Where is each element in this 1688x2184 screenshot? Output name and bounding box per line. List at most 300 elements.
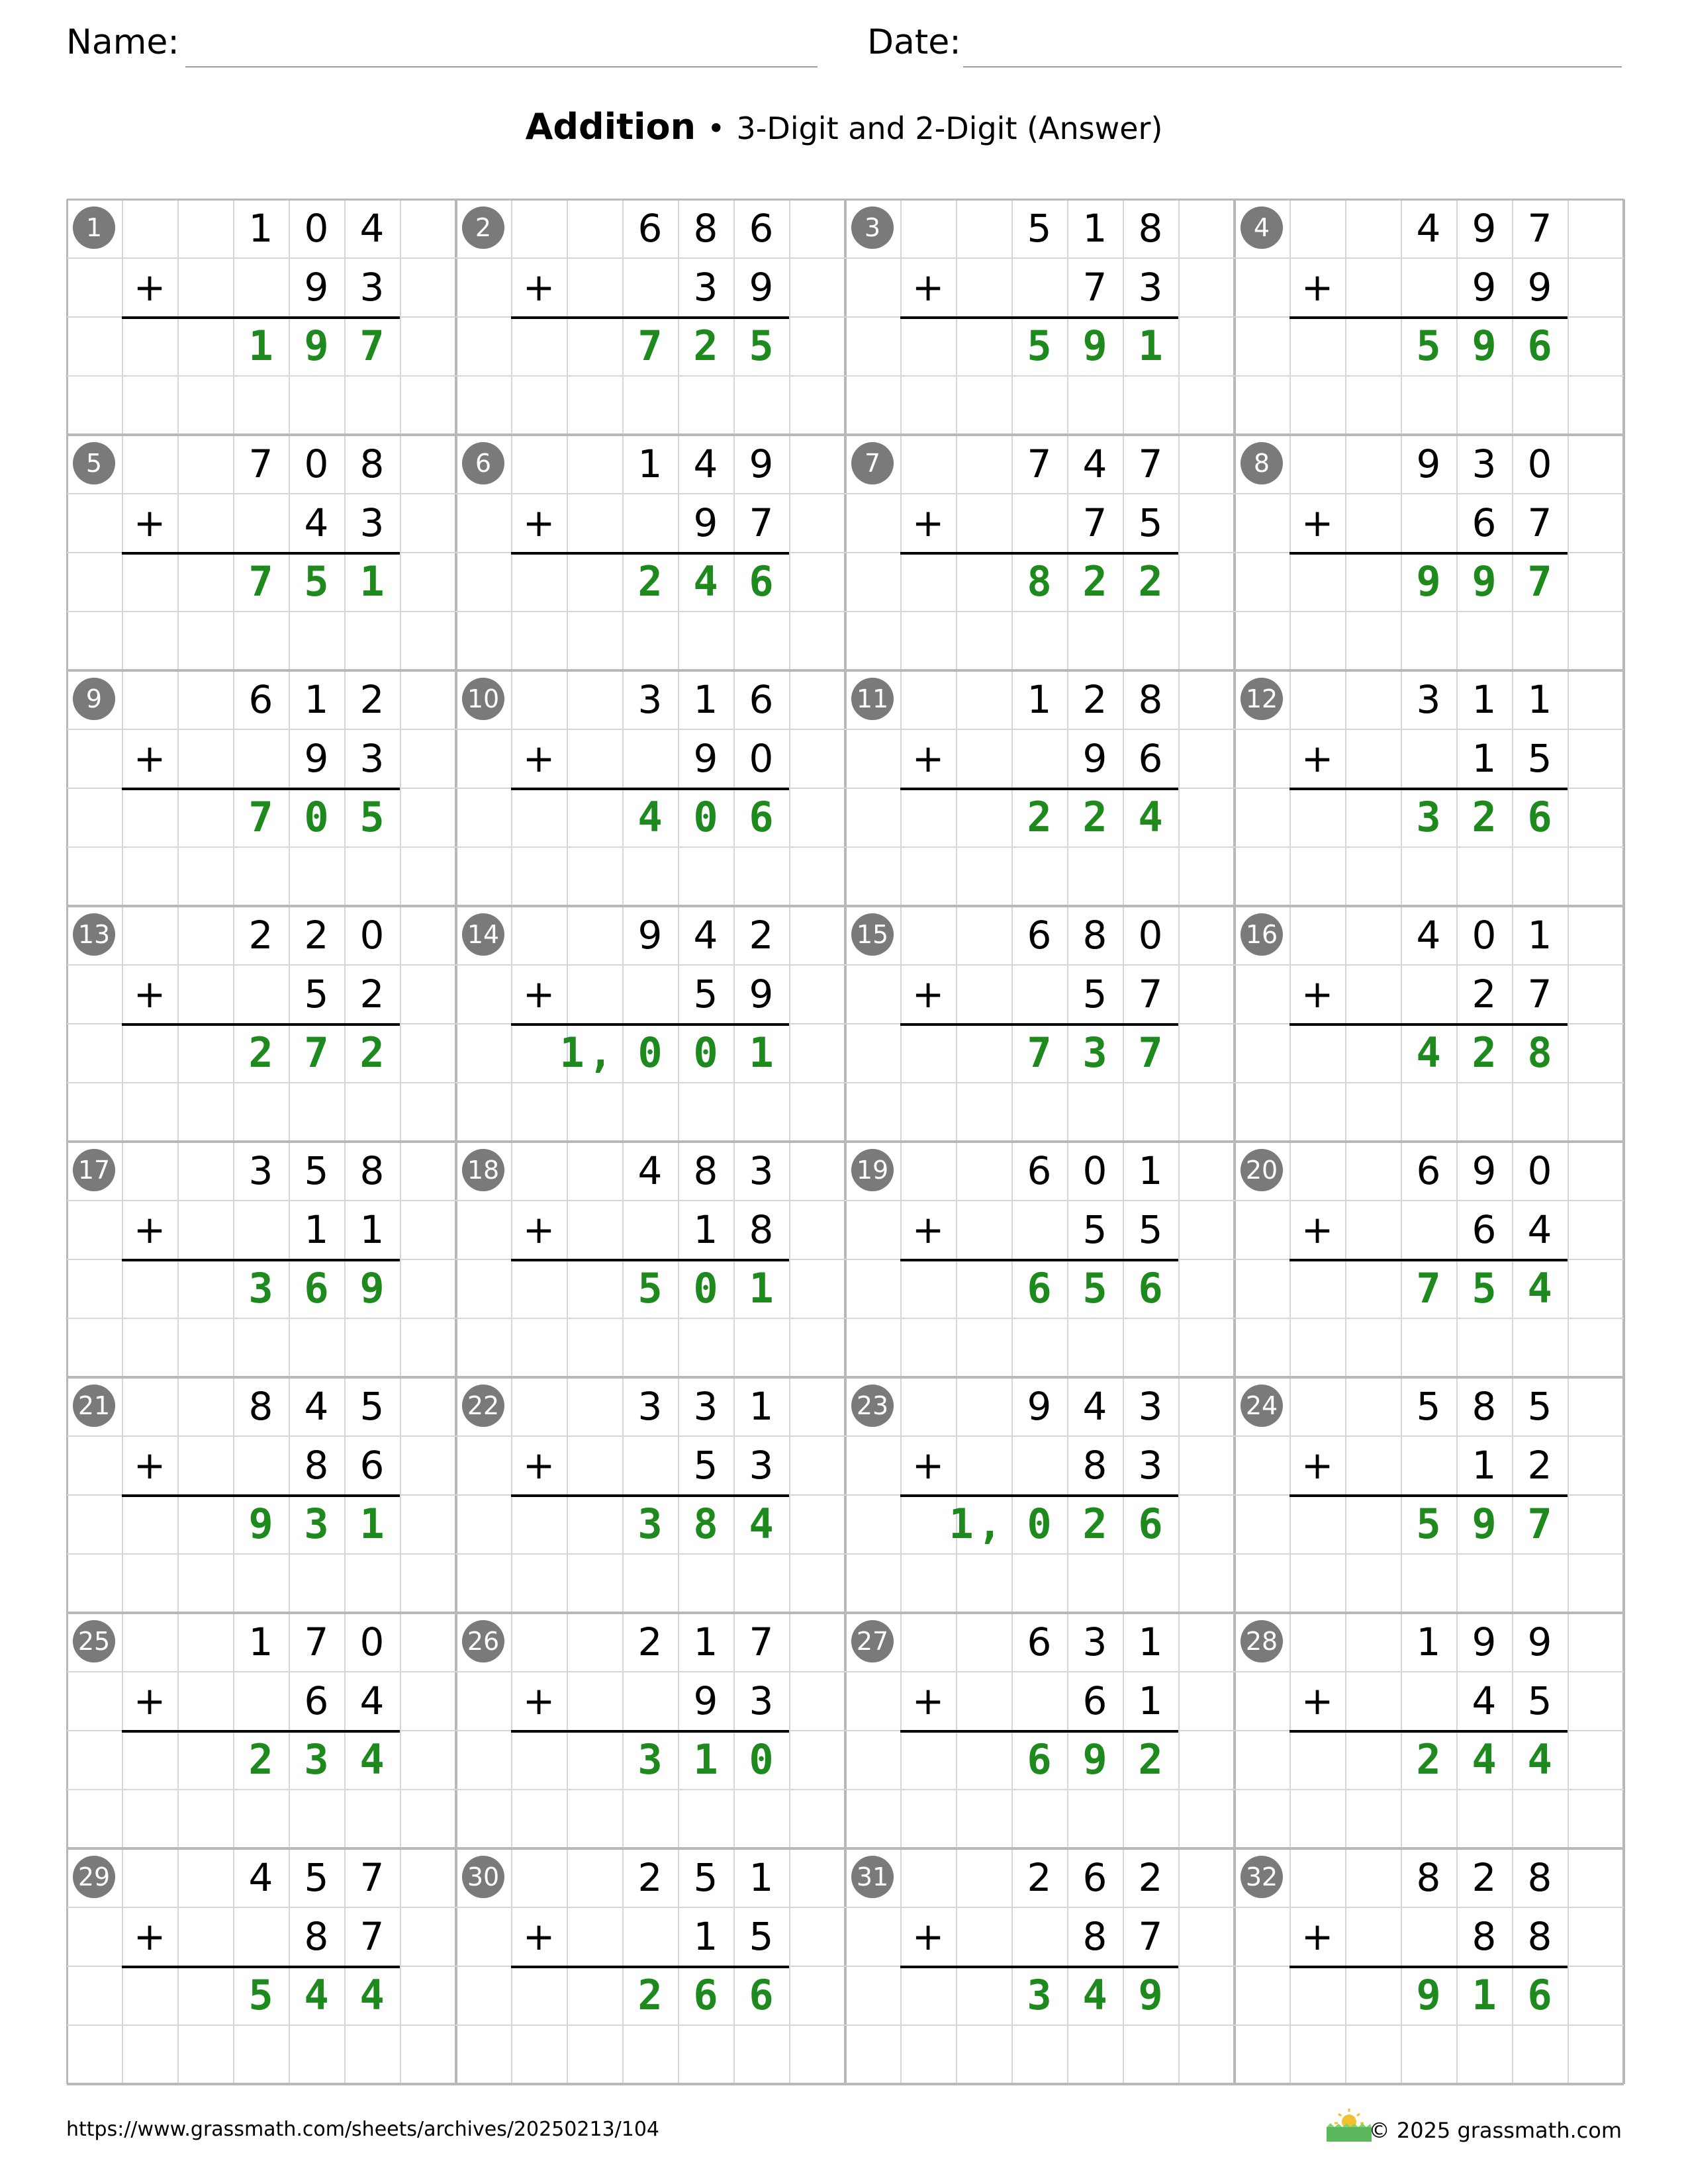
plus-sign: + bbox=[522, 1206, 555, 1252]
addend-bottom-digit: 8 bbox=[1472, 1913, 1497, 1959]
problem-number-badge: 17 bbox=[73, 1149, 115, 1191]
addend-bottom-digit: 8 bbox=[304, 1442, 329, 1488]
addend-top-digit: 6 bbox=[1027, 912, 1052, 958]
problem-number-badge: 14 bbox=[462, 913, 504, 956]
addend-top-digit: 7 bbox=[1027, 441, 1052, 486]
answer-digit: 6 bbox=[1527, 1971, 1552, 2019]
answer-digit: 1 bbox=[749, 1264, 774, 1312]
addend-bottom-digit: 4 bbox=[1527, 1206, 1552, 1252]
addend-bottom-digit: 3 bbox=[359, 500, 385, 545]
addend-bottom-digit: 7 bbox=[359, 1913, 385, 1959]
problem-number-badge: 15 bbox=[851, 913, 894, 956]
answer-digit: 3 bbox=[304, 1500, 329, 1548]
plus-sign: + bbox=[522, 1913, 555, 1959]
answer-digit: 2 bbox=[1138, 1735, 1163, 1784]
addend-bottom-digit: 7 bbox=[1138, 1913, 1163, 1959]
problem-number-badge: 10 bbox=[462, 678, 504, 720]
plus-sign: + bbox=[912, 264, 945, 310]
addend-top-digit: 3 bbox=[1082, 1619, 1107, 1664]
addend-bottom-digit: 5 bbox=[1082, 971, 1107, 1017]
addend-bottom-digit: 8 bbox=[1082, 1442, 1107, 1488]
addend-top-digit: 1 bbox=[637, 441, 663, 486]
answer-digit: 1 bbox=[749, 1028, 774, 1077]
plus-sign: + bbox=[133, 1678, 166, 1723]
answer-digit: 9 bbox=[359, 1264, 385, 1312]
addend-top-digit: 6 bbox=[1082, 1854, 1107, 1900]
plus-sign: + bbox=[522, 500, 555, 545]
problem-number-badge: 31 bbox=[851, 1856, 894, 1898]
answer-digit: 0 bbox=[693, 793, 718, 841]
answer-digit: 2 bbox=[1472, 793, 1497, 841]
footer-copyright: © 2025 grassmath.com bbox=[1368, 2118, 1622, 2143]
answer-digit: 6 bbox=[1138, 1500, 1163, 1548]
addend-bottom-digit: 2 bbox=[1527, 1442, 1552, 1488]
addend-top-digit: 1 bbox=[1138, 1148, 1163, 1193]
addend-top-digit: 7 bbox=[248, 441, 273, 486]
addend-top-digit: 3 bbox=[637, 676, 663, 722]
addend-top-digit: 9 bbox=[1472, 1619, 1497, 1664]
problem-number-badge: 5 bbox=[73, 442, 115, 484]
addend-top-digit: 0 bbox=[304, 205, 329, 251]
worksheet-grid bbox=[66, 199, 1621, 2086]
answer-digit: 3 bbox=[1416, 793, 1441, 841]
addend-bottom-digit: 6 bbox=[304, 1678, 329, 1723]
answer-digit: 3 bbox=[304, 1735, 329, 1784]
answer-digit: 7 bbox=[304, 1028, 329, 1077]
addend-top-digit: 6 bbox=[1416, 1148, 1441, 1193]
plus-sign: + bbox=[1301, 264, 1334, 310]
addend-bottom-digit: 7 bbox=[1527, 500, 1552, 545]
addend-top-digit: 6 bbox=[1027, 1148, 1052, 1193]
answer-digit: 2 bbox=[637, 557, 663, 606]
answer-digit: 4 bbox=[1082, 1971, 1107, 2019]
answer-digit: 9 bbox=[1082, 1735, 1107, 1784]
addend-top-digit: 3 bbox=[693, 1383, 718, 1429]
addend-top-digit: 3 bbox=[248, 1148, 273, 1193]
addend-top-digit: 1 bbox=[693, 1619, 718, 1664]
addend-top-digit: 4 bbox=[1416, 205, 1441, 251]
answer-digit: 0 bbox=[1027, 1500, 1052, 1548]
addend-top-digit: 2 bbox=[304, 912, 329, 958]
addend-top-digit: 0 bbox=[359, 1619, 385, 1664]
addend-top-digit: 4 bbox=[248, 1854, 273, 1900]
plus-sign: + bbox=[1301, 1913, 1334, 1959]
answer-digit: 6 bbox=[1027, 1735, 1052, 1784]
problem-number-badge: 1 bbox=[73, 206, 115, 249]
answer-digit: 6 bbox=[304, 1264, 329, 1312]
addend-top-digit: 4 bbox=[637, 1148, 663, 1193]
answer-digit: 1 bbox=[693, 1735, 718, 1784]
answer-digit: 2 bbox=[1082, 1500, 1107, 1548]
answer-digit: 7 bbox=[1027, 1028, 1052, 1077]
problem-number-badge: 2 bbox=[462, 206, 504, 249]
answer-digit: 7 bbox=[637, 322, 663, 370]
addend-bottom-digit: 6 bbox=[359, 1442, 385, 1488]
addend-top-digit: 2 bbox=[1138, 1854, 1163, 1900]
addend-bottom-digit: 7 bbox=[749, 500, 774, 545]
answer-digit: 4 bbox=[359, 1735, 385, 1784]
addend-bottom-digit: 9 bbox=[1527, 264, 1552, 310]
addend-top-digit: 2 bbox=[1082, 676, 1107, 722]
answer-digit: 6 bbox=[1527, 322, 1552, 370]
addend-bottom-digit: 4 bbox=[1472, 1678, 1497, 1723]
answer-digit: 8 bbox=[693, 1500, 718, 1548]
problem-number-badge: 26 bbox=[462, 1620, 504, 1662]
addend-top-digit: 7 bbox=[1138, 441, 1163, 486]
addend-top-digit: 3 bbox=[749, 1148, 774, 1193]
addend-bottom-digit: 4 bbox=[304, 500, 329, 545]
answer-digit: 4 bbox=[359, 1971, 385, 2019]
addend-top-digit: 4 bbox=[1082, 1383, 1107, 1429]
problem-number-badge: 9 bbox=[73, 678, 115, 720]
addend-bottom-digit: 5 bbox=[1082, 1206, 1107, 1252]
answer-digit: 2 bbox=[1472, 1028, 1497, 1077]
name-line[interactable] bbox=[185, 66, 818, 68]
addend-bottom-digit: 8 bbox=[749, 1206, 774, 1252]
addend-bottom-digit: 5 bbox=[1527, 735, 1552, 781]
addend-top-digit: 8 bbox=[359, 441, 385, 486]
answer-digit: 2 bbox=[359, 1028, 385, 1077]
answer-digit: 9 bbox=[1138, 1971, 1163, 2019]
addend-bottom-digit: 5 bbox=[693, 1442, 718, 1488]
addend-top-digit: 4 bbox=[693, 912, 718, 958]
answer-digit: 7 bbox=[1138, 1028, 1163, 1077]
answer-digit: 3 bbox=[1082, 1028, 1107, 1077]
answer-digit: 4 bbox=[1527, 1264, 1552, 1312]
problem-number-badge: 23 bbox=[851, 1385, 894, 1427]
addend-top-digit: 6 bbox=[637, 205, 663, 251]
addend-bottom-digit: 6 bbox=[1082, 1678, 1107, 1723]
addend-top-digit: 2 bbox=[359, 676, 385, 722]
problem-number-badge: 11 bbox=[851, 678, 894, 720]
answer-digit: 2 bbox=[637, 1971, 663, 2019]
addend-bottom-digit: 9 bbox=[304, 735, 329, 781]
addend-bottom-digit: 3 bbox=[1138, 264, 1163, 310]
answer-digit: 2 bbox=[248, 1028, 273, 1077]
addend-bottom-digit: 5 bbox=[304, 971, 329, 1017]
answer-digit: 5 bbox=[637, 1264, 663, 1312]
answer-digit: 0 bbox=[693, 1264, 718, 1312]
answer-digit: 5 bbox=[749, 322, 774, 370]
addend-top-digit: 2 bbox=[637, 1619, 663, 1664]
addend-top-digit: 4 bbox=[359, 205, 385, 251]
addend-bottom-digit: 3 bbox=[1138, 1442, 1163, 1488]
addend-top-digit: 9 bbox=[1416, 441, 1441, 486]
addend-bottom-digit: 5 bbox=[693, 971, 718, 1017]
addend-top-digit: 0 bbox=[1527, 441, 1552, 486]
addend-top-digit: 1 bbox=[248, 205, 273, 251]
problem-number-badge: 22 bbox=[462, 1385, 504, 1427]
addend-bottom-digit: 1 bbox=[304, 1206, 329, 1252]
answer-digit: 6 bbox=[1027, 1264, 1052, 1312]
addend-top-digit: 8 bbox=[1082, 912, 1107, 958]
addend-bottom-digit: 5 bbox=[1138, 500, 1163, 545]
addend-top-digit: 2 bbox=[749, 912, 774, 958]
addend-top-digit: 8 bbox=[693, 205, 718, 251]
answer-thousands: 1, bbox=[949, 1500, 1006, 1548]
addend-bottom-digit: 6 bbox=[1472, 500, 1497, 545]
plus-sign: + bbox=[1301, 500, 1334, 545]
answer-digit: 5 bbox=[1472, 1264, 1497, 1312]
addend-top-digit: 0 bbox=[1138, 912, 1163, 958]
answer-digit: 7 bbox=[1527, 1500, 1552, 1548]
addend-top-digit: 1 bbox=[749, 1383, 774, 1429]
addend-top-digit: 1 bbox=[248, 1619, 273, 1664]
problem-number-badge: 25 bbox=[73, 1620, 115, 1662]
answer-digit: 4 bbox=[1138, 793, 1163, 841]
plus-sign: + bbox=[1301, 1206, 1334, 1252]
problem-number-badge: 32 bbox=[1241, 1856, 1283, 1898]
problem-number-badge: 4 bbox=[1241, 206, 1283, 249]
addend-bottom-digit: 2 bbox=[1472, 971, 1497, 1017]
addend-top-digit: 5 bbox=[1416, 1383, 1441, 1429]
addend-bottom-digit: 8 bbox=[1527, 1913, 1552, 1959]
addend-bottom-digit: 9 bbox=[749, 971, 774, 1017]
answer-digit: 6 bbox=[693, 1971, 718, 2019]
addend-bottom-digit: 3 bbox=[359, 264, 385, 310]
answer-digit: 7 bbox=[1527, 557, 1552, 606]
plus-sign: + bbox=[133, 1913, 166, 1959]
addend-bottom-digit: 9 bbox=[693, 1678, 718, 1723]
addend-top-digit: 1 bbox=[1527, 676, 1552, 722]
addend-top-digit: 9 bbox=[749, 441, 774, 486]
answer-digit: 7 bbox=[248, 793, 273, 841]
date-label: Date: bbox=[867, 23, 961, 62]
addend-top-digit: 0 bbox=[1082, 1148, 1107, 1193]
addend-top-digit: 9 bbox=[1527, 1619, 1552, 1664]
addend-bottom-digit: 0 bbox=[749, 735, 774, 781]
addend-top-digit: 3 bbox=[1416, 676, 1441, 722]
addend-top-digit: 4 bbox=[304, 1383, 329, 1429]
addend-bottom-digit: 4 bbox=[359, 1678, 385, 1723]
answer-digit: 4 bbox=[304, 1971, 329, 2019]
addend-top-digit: 7 bbox=[1527, 205, 1552, 251]
problem-number-badge: 27 bbox=[851, 1620, 894, 1662]
addend-top-digit: 0 bbox=[1472, 912, 1497, 958]
answer-digit: 9 bbox=[1472, 557, 1497, 606]
answer-digit: 6 bbox=[749, 1971, 774, 2019]
answer-digit: 6 bbox=[749, 557, 774, 606]
problem-number-badge: 18 bbox=[462, 1149, 504, 1191]
name-label: Name: bbox=[66, 23, 179, 62]
answer-digit: 2 bbox=[1138, 557, 1163, 606]
answer-digit: 2 bbox=[248, 1735, 273, 1784]
problem-number-badge: 21 bbox=[73, 1385, 115, 1427]
plus-sign: + bbox=[133, 264, 166, 310]
addend-top-digit: 1 bbox=[693, 676, 718, 722]
addend-top-digit: 1 bbox=[1472, 676, 1497, 722]
answer-thousands: 1, bbox=[559, 1028, 617, 1077]
addend-top-digit: 2 bbox=[637, 1854, 663, 1900]
addend-top-digit: 1 bbox=[1527, 912, 1552, 958]
plus-sign: + bbox=[133, 971, 166, 1017]
answer-digit: 1 bbox=[359, 1500, 385, 1548]
addend-top-digit: 1 bbox=[1138, 1619, 1163, 1664]
addend-bottom-digit: 7 bbox=[1082, 264, 1107, 310]
addend-bottom-digit: 5 bbox=[1527, 1678, 1552, 1723]
addend-top-digit: 7 bbox=[304, 1619, 329, 1664]
footer-url[interactable]: https://www.grassmath.com/sheets/archives/20250213/104 bbox=[66, 2118, 660, 2141]
addend-top-digit: 2 bbox=[248, 912, 273, 958]
answer-digit: 7 bbox=[1416, 1264, 1441, 1312]
answer-digit: 2 bbox=[693, 322, 718, 370]
answer-digit: 3 bbox=[248, 1264, 273, 1312]
addend-bottom-digit: 9 bbox=[1082, 735, 1107, 781]
answer-digit: 0 bbox=[637, 1028, 663, 1077]
title-separator: • bbox=[707, 111, 726, 146]
title-main: Addition bbox=[525, 106, 696, 148]
addend-top-digit: 9 bbox=[637, 912, 663, 958]
plus-sign: + bbox=[1301, 1442, 1334, 1488]
answer-digit: 4 bbox=[749, 1500, 774, 1548]
plus-sign: + bbox=[912, 735, 945, 781]
answer-digit: 0 bbox=[693, 1028, 718, 1077]
addend-bottom-digit: 9 bbox=[749, 264, 774, 310]
addend-top-digit: 3 bbox=[1138, 1383, 1163, 1429]
addend-top-digit: 6 bbox=[1027, 1619, 1052, 1664]
answer-digit: 5 bbox=[1027, 322, 1052, 370]
addend-bottom-digit: 1 bbox=[693, 1206, 718, 1252]
answer-digit: 1 bbox=[359, 557, 385, 606]
addend-top-digit: 5 bbox=[304, 1854, 329, 1900]
addend-top-digit: 9 bbox=[1472, 1148, 1497, 1193]
addend-bottom-digit: 1 bbox=[1472, 1442, 1497, 1488]
plus-sign: + bbox=[133, 735, 166, 781]
problem-number-badge: 8 bbox=[1241, 442, 1283, 484]
addend-top-digit: 1 bbox=[1027, 676, 1052, 722]
addend-top-digit: 6 bbox=[749, 676, 774, 722]
addend-top-digit: 5 bbox=[304, 1148, 329, 1193]
plus-sign: + bbox=[912, 500, 945, 545]
addend-top-digit: 1 bbox=[1082, 205, 1107, 251]
answer-digit: 4 bbox=[1527, 1735, 1552, 1784]
answer-digit: 2 bbox=[1082, 557, 1107, 606]
addend-top-digit: 2 bbox=[1472, 1854, 1497, 1900]
addend-top-digit: 4 bbox=[1416, 912, 1441, 958]
plus-sign: + bbox=[522, 735, 555, 781]
addend-top-digit: 7 bbox=[359, 1854, 385, 1900]
plus-sign: + bbox=[1301, 971, 1334, 1017]
addend-top-digit: 5 bbox=[693, 1854, 718, 1900]
addend-bottom-digit: 8 bbox=[1082, 1913, 1107, 1959]
plus-sign: + bbox=[1301, 1678, 1334, 1723]
problem-number-badge: 30 bbox=[462, 1856, 504, 1898]
answer-digit: 1 bbox=[1138, 322, 1163, 370]
addend-top-digit: 5 bbox=[1027, 205, 1052, 251]
problem-number-badge: 28 bbox=[1241, 1620, 1283, 1662]
addend-bottom-digit: 8 bbox=[304, 1913, 329, 1959]
plus-sign: + bbox=[912, 1678, 945, 1723]
addend-top-digit: 3 bbox=[1472, 441, 1497, 486]
answer-digit: 5 bbox=[1416, 322, 1441, 370]
addend-bottom-digit: 9 bbox=[693, 500, 718, 545]
addend-top-digit: 4 bbox=[693, 441, 718, 486]
answer-digit: 9 bbox=[1082, 322, 1107, 370]
addend-top-digit: 8 bbox=[1527, 1854, 1552, 1900]
answer-digit: 2 bbox=[1082, 793, 1107, 841]
answer-digit: 3 bbox=[637, 1735, 663, 1784]
addend-top-digit: 0 bbox=[359, 912, 385, 958]
grassmath-logo-icon bbox=[1324, 2106, 1374, 2143]
title-subtitle: 3-Digit and 2-Digit (Answer) bbox=[736, 111, 1163, 146]
addend-top-digit: 6 bbox=[248, 676, 273, 722]
problem-number-badge: 19 bbox=[851, 1149, 894, 1191]
answer-digit: 1 bbox=[248, 322, 273, 370]
addend-bottom-digit: 1 bbox=[1138, 1678, 1163, 1723]
addend-bottom-digit: 7 bbox=[1527, 971, 1552, 1017]
problem-number-badge: 29 bbox=[73, 1856, 115, 1898]
addend-bottom-digit: 3 bbox=[359, 735, 385, 781]
addend-top-digit: 1 bbox=[1416, 1619, 1441, 1664]
addend-bottom-digit: 7 bbox=[1138, 971, 1163, 1017]
answer-digit: 6 bbox=[1138, 1264, 1163, 1312]
answer-digit: 5 bbox=[304, 557, 329, 606]
addend-bottom-digit: 2 bbox=[359, 971, 385, 1017]
answer-digit: 4 bbox=[1416, 1028, 1441, 1077]
problem-number-badge: 12 bbox=[1241, 678, 1283, 720]
plus-sign: + bbox=[912, 1913, 945, 1959]
answer-digit: 3 bbox=[1027, 1971, 1052, 2019]
plus-sign: + bbox=[133, 1442, 166, 1488]
addend-bottom-digit: 9 bbox=[1472, 264, 1497, 310]
addend-bottom-digit: 5 bbox=[749, 1913, 774, 1959]
plus-sign: + bbox=[1301, 735, 1334, 781]
addend-top-digit: 9 bbox=[1027, 1383, 1052, 1429]
addend-top-digit: 8 bbox=[693, 1148, 718, 1193]
answer-digit: 6 bbox=[749, 793, 774, 841]
answer-digit: 6 bbox=[1527, 793, 1552, 841]
answer-digit: 7 bbox=[248, 557, 273, 606]
addend-bottom-digit: 3 bbox=[749, 1442, 774, 1488]
addend-bottom-digit: 6 bbox=[1472, 1206, 1497, 1252]
answer-digit: 4 bbox=[1472, 1735, 1497, 1784]
addend-bottom-digit: 7 bbox=[1082, 500, 1107, 545]
answer-digit: 7 bbox=[359, 322, 385, 370]
answer-digit: 5 bbox=[248, 1971, 273, 2019]
addend-top-digit: 8 bbox=[1472, 1383, 1497, 1429]
answer-digit: 5 bbox=[1082, 1264, 1107, 1312]
addend-bottom-digit: 5 bbox=[1138, 1206, 1163, 1252]
plus-sign: + bbox=[912, 1206, 945, 1252]
problem-number-badge: 20 bbox=[1241, 1149, 1283, 1191]
answer-digit: 1 bbox=[1472, 1971, 1497, 2019]
addend-bottom-digit: 9 bbox=[304, 264, 329, 310]
answer-digit: 8 bbox=[1027, 557, 1052, 606]
date-line[interactable] bbox=[963, 66, 1622, 68]
addend-bottom-digit: 3 bbox=[749, 1678, 774, 1723]
plus-sign: + bbox=[912, 971, 945, 1017]
addend-top-digit: 2 bbox=[1027, 1854, 1052, 1900]
addend-top-digit: 8 bbox=[1416, 1854, 1441, 1900]
page-title bbox=[0, 106, 1688, 148]
addend-top-digit: 8 bbox=[359, 1148, 385, 1193]
answer-digit: 9 bbox=[1416, 557, 1441, 606]
problem-number-badge: 13 bbox=[73, 913, 115, 956]
addend-top-digit: 8 bbox=[1138, 205, 1163, 251]
addend-bottom-digit: 1 bbox=[359, 1206, 385, 1252]
addend-top-digit: 9 bbox=[1472, 205, 1497, 251]
answer-digit: 5 bbox=[1416, 1500, 1441, 1548]
addend-top-digit: 8 bbox=[248, 1383, 273, 1429]
addend-top-digit: 4 bbox=[1082, 441, 1107, 486]
plus-sign: + bbox=[912, 1442, 945, 1488]
plus-sign: + bbox=[522, 1442, 555, 1488]
addend-top-digit: 1 bbox=[304, 676, 329, 722]
answer-digit: 9 bbox=[1472, 1500, 1497, 1548]
addend-top-digit: 5 bbox=[1527, 1383, 1552, 1429]
plus-sign: + bbox=[522, 264, 555, 310]
addend-bottom-digit: 1 bbox=[1472, 735, 1497, 781]
